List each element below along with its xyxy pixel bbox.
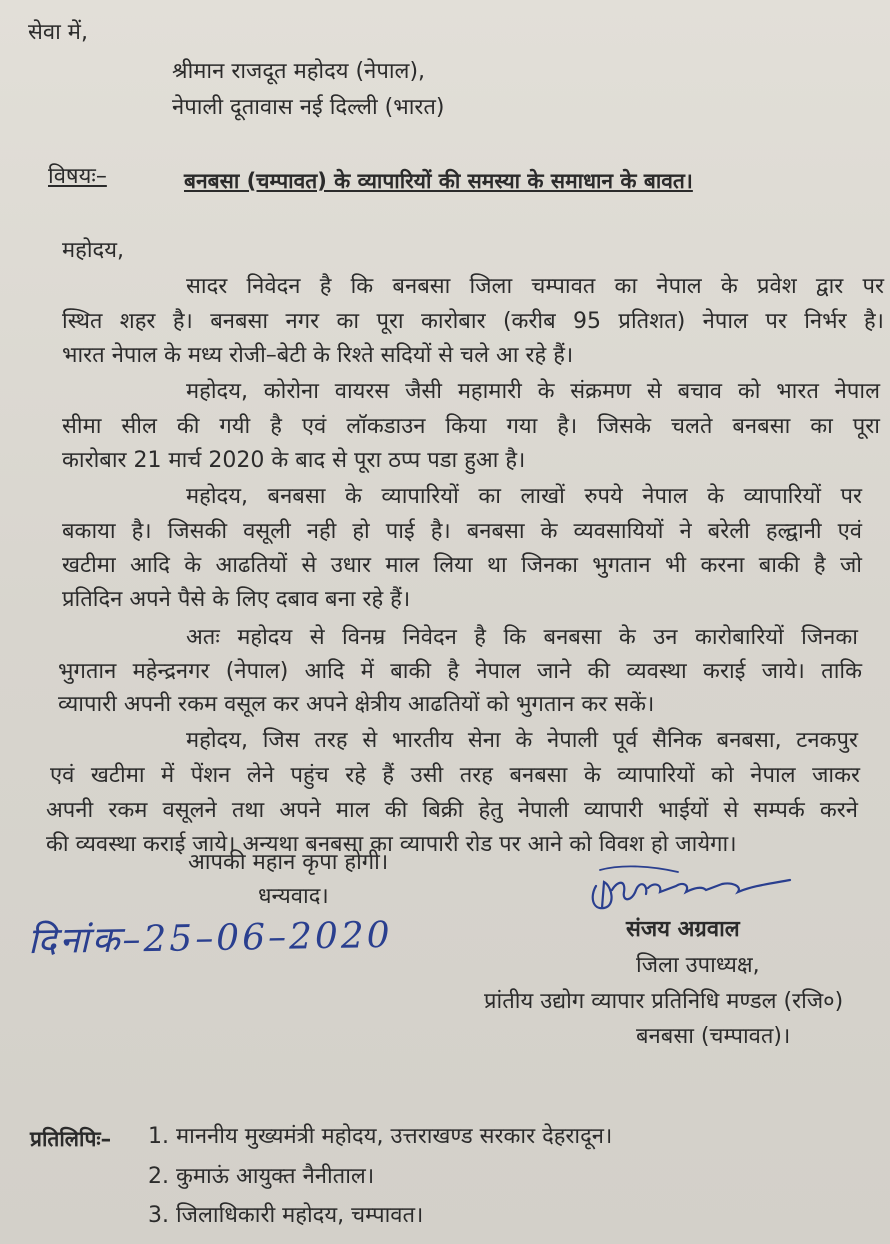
body-line: महोदय, बनबसा के व्यापारियों का लाखों रुपये नेपाल के व्यापारियों पर <box>186 484 862 509</box>
copy-to-label: प्रतिलिपिः– <box>30 1127 112 1151</box>
body-line: सादर निवेदन है कि बनबसा जिला चम्पावत का नेपाल के प्रवेश द्वार पर <box>186 274 884 299</box>
body-line: एवं खटीमा में पेंशन लेने पहुंच रहे हैं उसी तरह बनबसा के व्यापारियों को नेपाल जाकर <box>50 763 860 788</box>
body-line: भुगतान महेन्द्रनगर (नेपाल) आदि में बाकी है नेपाल जाने की व्यवस्था कराई जाये। ताकि <box>58 659 862 684</box>
copy-to-item: 3. जिलाधिकारी महोदय, चम्पावत। <box>148 1203 424 1228</box>
greeting: महोदय, <box>62 238 124 263</box>
body-line: महोदय, कोरोना वायरस जैसी महामारी के संक्रमण से बचाव को भारत नेपाल <box>186 379 880 404</box>
body-line: बकाया है। जिसकी वसूली नही हो पाई है। बनबसा के व्यवसायियों ने बरेली हल्द्वानी एवं <box>62 519 862 544</box>
body-line: महोदय, जिस तरह से भारतीय सेना के नेपाली पूर्व सैनिक बनबसा, टनकपुर <box>186 728 858 753</box>
body-line: कारोबार 21 मार्च 2020 के बाद से पूरा ठप्प पडा हुआ है। <box>62 448 526 473</box>
signatory-place: बनबसा (चम्पावत)। <box>636 1024 791 1049</box>
signatory-organization: प्रांतीय उद्योग व्यापार प्रतिनिधि मण्डल (रजि०) <box>484 989 844 1014</box>
body-line: भारत नेपाल के मध्य रोजी–बेटी के रिश्ते सदियों से चले आ रहे हैं। <box>62 343 574 368</box>
subject-text: बनबसा (चम्पावत) के व्यापारियों की समस्या के समाधान के बावत। <box>184 169 693 193</box>
body-line: खटीमा आदि के आढतियों से उधार माल लिया था जिनका भुगतान भी करना बाकी है जो <box>62 553 862 578</box>
body-line: व्यापारी अपनी रकम वसूल कर अपने क्षेत्रीय आढतियों को भुगतान कर सकें। <box>58 692 655 717</box>
body-line: सीमा सील की गयी है एवं लॉकडाउन किया गया है। जिसके चलते बनबसा का पूरा <box>62 414 880 439</box>
body-line: अपनी रकम वसूलने तथा अपने माल की बिक्री हेतु नेपाली व्यापारी भाईयों से सम्पर्क करने <box>46 798 858 823</box>
body-line: प्रतिदिन अपने पैसे के लिए दबाव बना रहे हैं। <box>62 587 411 612</box>
signatory-name: संजय अग्रवाल <box>626 917 740 942</box>
copy-to-item: 1. माननीय मुख्यमंत्री महोदय, उत्तराखण्ड सरकार देहरादून। <box>148 1124 613 1149</box>
closing-line2: धन्यवाद। <box>258 884 329 909</box>
subject-label: विषयः– <box>48 164 107 189</box>
addressee-line2: नेपाली दूतावास नई दिल्ली (भारत) <box>172 95 445 120</box>
copy-to-item: 2. कुमाऊं आयुक्त नैनीताल। <box>148 1164 375 1189</box>
signatory-designation: जिला उपाध्यक्ष, <box>636 953 760 978</box>
handwritten-date: दिनांक–25–06–2020 <box>27 914 394 963</box>
body-line: की व्यवस्था कराई जाये। अन्यथा बनबसा का व्यापारी रोड पर आने को विवश हो जायेगा। <box>46 832 737 857</box>
closing-line1: आपकी महान कृपा होगी। <box>188 850 389 875</box>
body-line: अतः महोदय से विनम्र निवेदन है कि बनबसा के उन कारोबारियों जिनका <box>186 625 858 650</box>
body-line: स्थित शहर है। बनबसा नगर का पूरा कारोबार (करीब 95 प्रतिशत) नेपाल पर निर्भर है। <box>62 309 884 334</box>
salutation-to: सेवा में, <box>28 20 88 45</box>
addressee-line1: श्रीमान राजदूत महोदय (नेपाल), <box>172 59 426 84</box>
